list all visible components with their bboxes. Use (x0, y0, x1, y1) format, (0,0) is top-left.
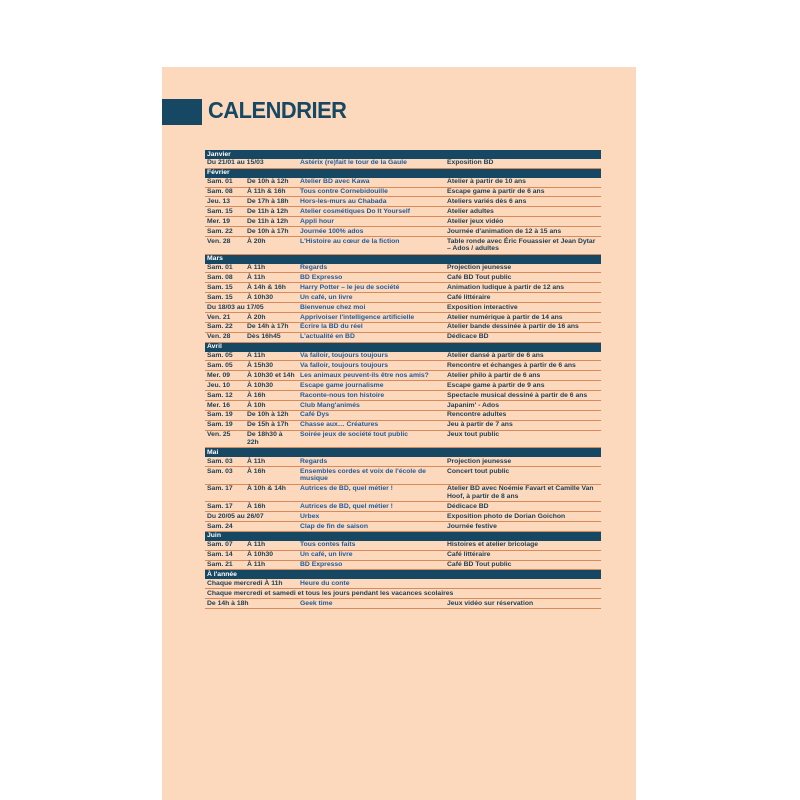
table-row (205, 197, 601, 207)
event-date: Sam. 08 (205, 187, 245, 197)
month-header (205, 168, 601, 177)
table-row (205, 391, 601, 401)
event-title: Un café, un livre (298, 293, 445, 303)
event-title: L'Histoire au cœur de la fiction (298, 237, 445, 255)
event-title: Club Mang'animés (298, 400, 445, 410)
event-date: Sam. 22 (205, 227, 245, 237)
event-time: De 11h à 12h (245, 207, 298, 217)
event-description: Animation ludique à partir de 12 ans (445, 283, 601, 293)
event-description: Dédicace BD (445, 502, 601, 512)
event-date: Sam. 05 (205, 352, 245, 361)
event-date: Jeu. 10 (205, 381, 245, 391)
event-description: Projection jeunesse (445, 457, 601, 466)
event-date: Sam. 01 (205, 178, 245, 187)
event-date: Du 20/05 au 26/07 (205, 512, 298, 522)
month-header (205, 342, 601, 351)
table-row (205, 550, 601, 560)
event-date: Sam. 01 (205, 264, 245, 273)
event-time: À 20h (245, 312, 298, 322)
event-date: Sam. 17 (205, 484, 245, 502)
event-time: À 10h30 (245, 550, 298, 560)
event-time: À 20h (245, 237, 298, 255)
table-row (205, 410, 601, 420)
table-row (205, 599, 601, 609)
table-row (205, 589, 601, 599)
event-description: Histoires et atelier bricolage (445, 541, 601, 550)
event-description: Café littéraire (445, 293, 601, 303)
page-title: CALENDRIER (208, 97, 347, 123)
event-description: Table ronde avec Éric Fouassier et Jean Dytar – Ados / adultes (445, 237, 601, 255)
event-time: À 10h30 (245, 381, 298, 391)
event-time: Dès 16h45 (245, 332, 298, 342)
event-time: À 11h (245, 352, 298, 361)
event-title: Chasse aux… Créatures (298, 420, 445, 430)
event-time: De 10h à 17h (245, 227, 298, 237)
event-time: À 11h & 16h (245, 187, 298, 197)
month-header (205, 448, 601, 457)
event-title: Regards (298, 457, 445, 466)
event-description: Rencontre adultes (445, 410, 601, 420)
event-title: Atelier cosmétiques Do It Yourself (298, 207, 445, 217)
event-date: Sam. 14 (205, 550, 245, 560)
table-row (205, 521, 601, 531)
event-description: Atelier jeux vidéo (445, 217, 601, 227)
event-time: À 15h30 (245, 361, 298, 371)
event-date: Ven. 25 (205, 430, 245, 448)
table-row (205, 283, 601, 293)
event-description: Atelier numérique à partir de 14 ans (445, 312, 601, 322)
table-row (205, 187, 601, 197)
event-title: Regards (298, 264, 445, 273)
event-date: Sam. 15 (205, 293, 245, 303)
table-row (205, 322, 601, 332)
title-accent-bar (162, 99, 202, 125)
month-name: Février (205, 168, 601, 177)
event-description: Journée d'animation de 12 à 15 ans (445, 227, 601, 237)
table-row (205, 430, 601, 448)
event-title: Soirée jeux de société tout public (298, 430, 445, 448)
table-row (205, 484, 601, 502)
event-date: Mer. 16 (205, 400, 245, 410)
event-time: À 11h (245, 264, 298, 273)
event-description: Escape game à partir de 9 ans (445, 381, 601, 391)
event-time: À 11h (245, 541, 298, 550)
event-title: Autrices de BD, quel métier ! (298, 502, 445, 512)
event-title: Café Dys (298, 410, 445, 420)
event-time: De 18h30 à 22h (245, 430, 298, 448)
event-description: Exposition BD (445, 159, 601, 168)
event-time (245, 521, 298, 531)
event-title: Raconte-nous ton histoire (298, 391, 445, 401)
table-row (205, 400, 601, 410)
calendar-table (205, 150, 601, 609)
event-title: Hors-les-murs au Chabada (298, 197, 445, 207)
event-description: Rencontre et échanges à partir de 6 ans (445, 361, 601, 371)
event-date: Jeu. 13 (205, 197, 245, 207)
event-title: Heure du conte (298, 579, 601, 588)
event-time: À 14h & 16h (245, 283, 298, 293)
event-title: Un café, un livre (298, 550, 445, 560)
event-time: À 16h (245, 502, 298, 512)
event-title: Appli hour (298, 217, 445, 227)
event-description: Exposition interactive (445, 303, 601, 313)
event-date: Sam. 05 (205, 361, 245, 371)
table-row (205, 217, 601, 227)
table-row (205, 361, 601, 371)
table-row (205, 237, 601, 255)
month-name: Janvier (205, 150, 601, 159)
event-time: De 10h à 12h (245, 178, 298, 187)
event-date: Du 18/03 au 17/05 (205, 303, 298, 313)
table-row (205, 207, 601, 217)
event-title: Tous contre Cornebidouille (298, 187, 445, 197)
event-description: Concert tout public (445, 467, 601, 485)
event-time: De 11h à 12h (245, 217, 298, 227)
table-row (205, 560, 601, 570)
event-title: Tous contes faits (298, 541, 445, 550)
event-note: Chaque mercredi et samedi et tous les jours pendant les vacances scolaires (205, 589, 601, 599)
calendar-page (162, 67, 636, 800)
table-row (205, 502, 601, 512)
month-header (205, 150, 601, 159)
table-row (205, 273, 601, 283)
event-title: Harry Potter – le jeu de société (298, 283, 445, 293)
event-description: Atelier BD avec Noémie Favart et Camille Van Hoof, à partir de 8 ans (445, 484, 601, 502)
table-row (205, 457, 601, 466)
event-date: Sam. 17 (205, 502, 245, 512)
event-date: Sam. 15 (205, 283, 245, 293)
event-description: Exposition photo de Dorian Goichon (445, 512, 601, 522)
month-header (205, 570, 601, 579)
event-description: Projection jeunesse (445, 264, 601, 273)
event-date: Sam. 03 (205, 467, 245, 485)
event-title: Les animaux peuvent-ils être nos amis? (298, 371, 445, 381)
event-title: BD Expresso (298, 273, 445, 283)
event-title: Va falloir, toujours toujours (298, 361, 445, 371)
event-date: Sam. 24 (205, 521, 245, 531)
event-description: Café BD Tout public (445, 560, 601, 570)
calendar-body (205, 150, 601, 570)
table-row (205, 371, 601, 381)
event-description: Café BD Tout public (445, 273, 601, 283)
event-date: Sam. 15 (205, 207, 245, 217)
event-time: À 16h (245, 467, 298, 485)
event-date: Mer. 19 (205, 217, 245, 227)
event-time: À 10h30 (245, 293, 298, 303)
event-title: Escape game journalisme (298, 381, 445, 391)
event-time: À 11h (245, 457, 298, 466)
event-description: Ateliers variés dès 6 ans (445, 197, 601, 207)
event-time: À 11h (245, 560, 298, 570)
table-row (205, 312, 601, 322)
event-date: Sam. 07 (205, 541, 245, 550)
event-title: Journée 100% ados (298, 227, 445, 237)
table-row (205, 159, 601, 168)
event-date: Du 21/01 au 15/03 (205, 159, 298, 168)
table-row (205, 579, 601, 588)
event-title: L'actualité en BD (298, 332, 445, 342)
event-time: À 10h & 14h (245, 484, 298, 502)
event-description: Escape game à partir de 6 ans (445, 187, 601, 197)
event-date: Sam. 03 (205, 457, 245, 466)
table-row (205, 293, 601, 303)
event-description: Jeux vidéo sur réservation (445, 599, 601, 609)
event-date: Sam. 19 (205, 420, 245, 430)
table-row (205, 352, 601, 361)
event-time: De 14h à 17h (245, 322, 298, 332)
event-title: Atelier BD avec Kawa (298, 178, 445, 187)
table-row (205, 332, 601, 342)
event-date: Ven. 21 (205, 312, 245, 322)
event-time: De 10h à 12h (245, 410, 298, 420)
event-date: Ven. 28 (205, 332, 245, 342)
table-row (205, 303, 601, 313)
event-description: Jeux tout public (445, 430, 601, 448)
event-description: Spectacle musical dessiné à partir de 6 ans (445, 391, 601, 401)
event-date: Chaque mercredi À 11h (205, 579, 298, 588)
event-time: De 17h à 18h (245, 197, 298, 207)
month-name: Juin (205, 531, 601, 540)
event-description: Café littéraire (445, 550, 601, 560)
event-title: BD Expresso (298, 560, 445, 570)
table-row (205, 381, 601, 391)
event-time: À 10h (245, 400, 298, 410)
event-time: De 15h à 17h (245, 420, 298, 430)
event-time: À 11h (245, 273, 298, 283)
event-title: Bienvenue chez moi (298, 303, 445, 313)
event-description: Atelier à partir de 10 ans (445, 178, 601, 187)
event-title: Va falloir, toujours toujours (298, 352, 445, 361)
month-header (205, 531, 601, 540)
event-title: Écrire la BD du réel (298, 322, 445, 332)
annee-section (205, 570, 601, 609)
event-description: Journée festive (445, 521, 601, 531)
event-title: Ensembles cordes et voix de l'école de musique (298, 467, 445, 485)
event-description: Atelier dansé à partir de 6 ans (445, 352, 601, 361)
event-description: Japanim' - Ados (445, 400, 601, 410)
table-row (205, 541, 601, 550)
month-name: À l'année (205, 570, 601, 579)
table-row (205, 467, 601, 485)
event-date: Sam. 21 (205, 560, 245, 570)
table-row (205, 178, 601, 187)
event-description: Dédicace BD (445, 332, 601, 342)
month-header (205, 254, 601, 263)
month-name: Mars (205, 254, 601, 263)
event-title: Geek time (298, 599, 445, 609)
month-name: Avril (205, 342, 601, 351)
event-date: Ven. 28 (205, 237, 245, 255)
event-title: Urbex (298, 512, 445, 522)
table-row (205, 264, 601, 273)
event-description: Atelier bande dessinée à partir de 16 ans (445, 322, 601, 332)
table-row (205, 420, 601, 430)
event-date: De 14h à 18h (205, 599, 298, 609)
event-date: Mer. 09 (205, 371, 245, 381)
event-date: Sam. 22 (205, 322, 245, 332)
event-description: Atelier adultes (445, 207, 601, 217)
event-time: À 10h30 et 14h (245, 371, 298, 381)
event-date: Sam. 12 (205, 391, 245, 401)
event-date: Sam. 19 (205, 410, 245, 420)
event-title: Astérix (re)fait le tour de la Gaule (298, 159, 445, 168)
event-title: Clap de fin de saison (298, 521, 445, 531)
event-title: Apprivoiser l'intelligence artificielle (298, 312, 445, 322)
table-row (205, 512, 601, 522)
table-row (205, 227, 601, 237)
event-title: Autrices de BD, quel métier ! (298, 484, 445, 502)
event-date: Sam. 08 (205, 273, 245, 283)
event-description: Atelier philo à partir de 6 ans (445, 371, 601, 381)
month-name: Mai (205, 448, 601, 457)
event-time: À 16h (245, 391, 298, 401)
event-description: Jeu à partir de 7 ans (445, 420, 601, 430)
